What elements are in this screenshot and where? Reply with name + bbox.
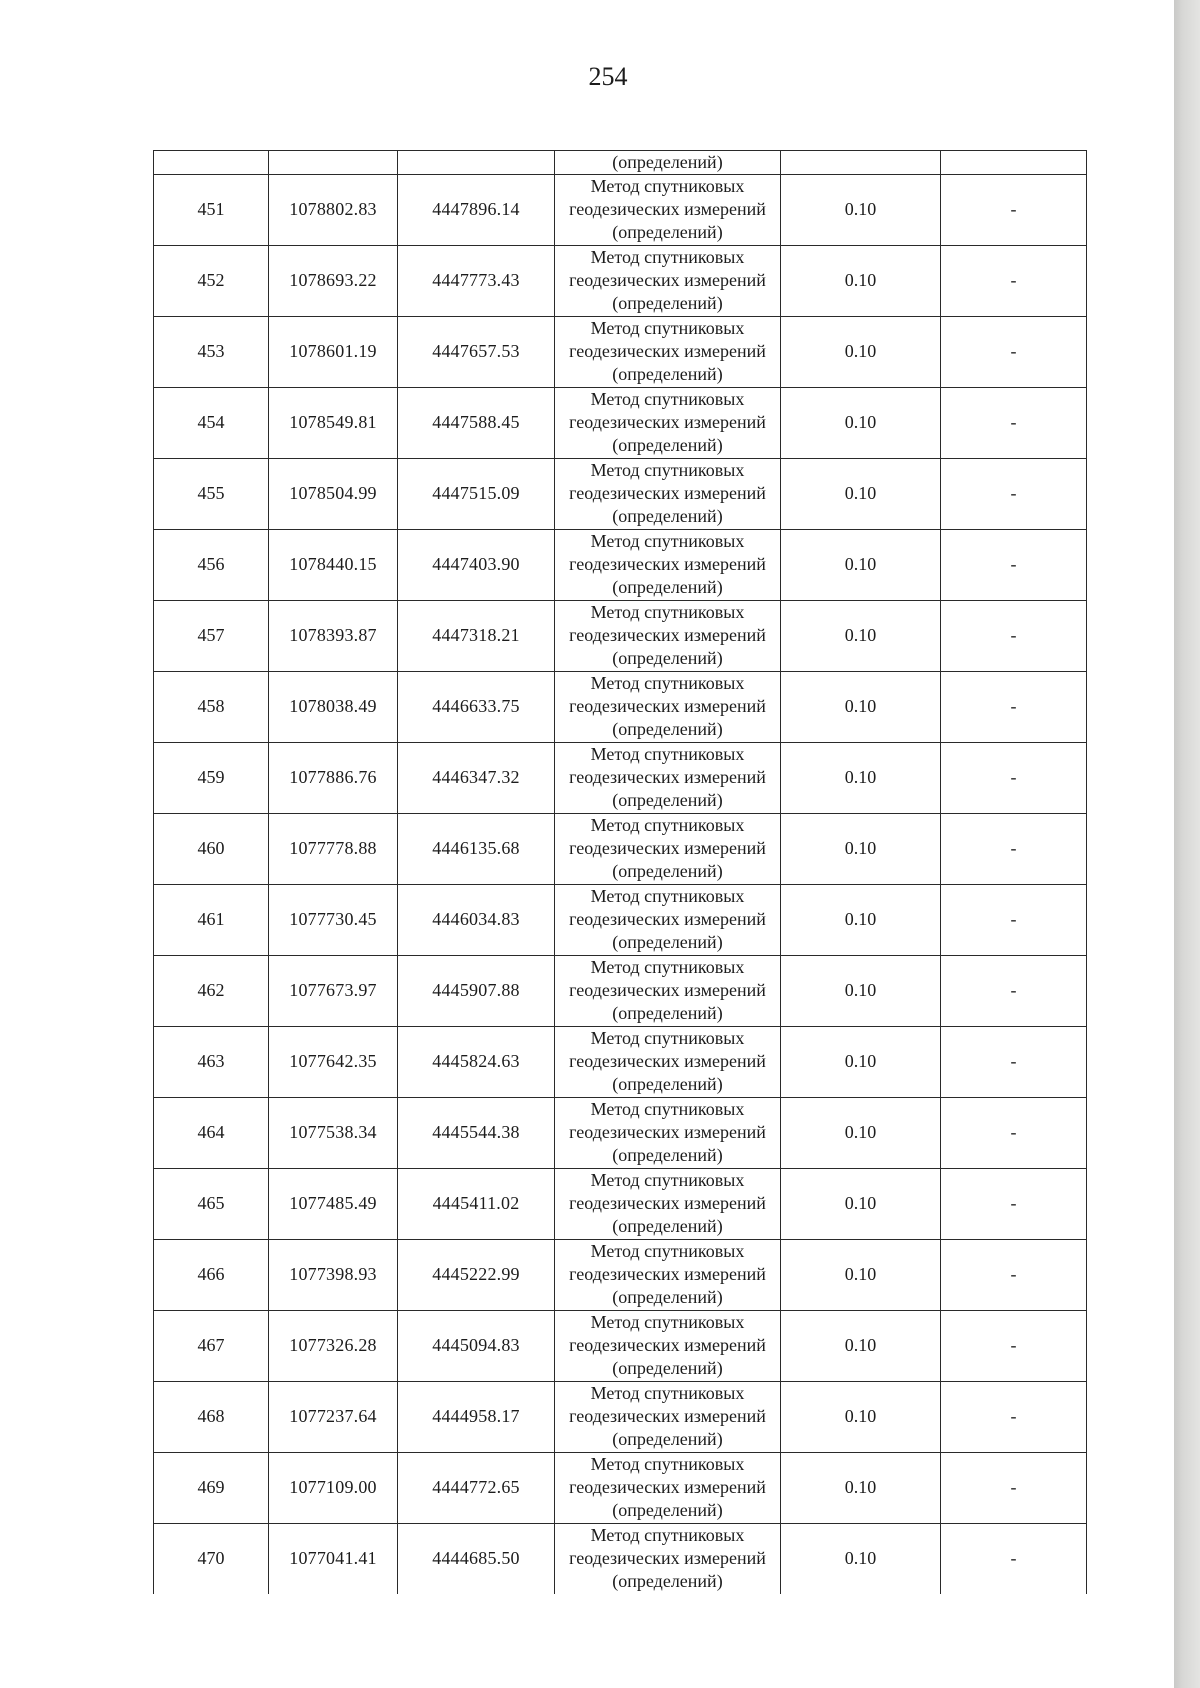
x-coordinate-cell: 1078038.49 — [269, 671, 398, 742]
method-line: геодезических измерений — [569, 767, 766, 787]
point-number-cell: 453 — [154, 316, 269, 387]
method-cell — [555, 245, 781, 316]
accuracy-cell: 0.10 — [781, 1310, 941, 1381]
method-cell — [555, 742, 781, 813]
method-line: (определений) — [612, 293, 723, 313]
method-line: (определений) — [612, 435, 723, 455]
note-cell: - — [941, 1168, 1087, 1239]
accuracy-cell: 0.10 — [781, 1239, 941, 1310]
note-cell: - — [941, 884, 1087, 955]
method-line: Метод спутниковых — [590, 318, 745, 338]
page-number: 254 — [588, 62, 628, 91]
method-line: геодезических измерений — [569, 483, 766, 503]
method-line: геодезических измерений — [569, 1193, 766, 1213]
scan-edge-shadow — [1174, 0, 1200, 1688]
point-number-cell: 457 — [154, 600, 269, 671]
note-cell: - — [941, 529, 1087, 600]
note-cell: - — [941, 813, 1087, 884]
note-cell: - — [941, 955, 1087, 1026]
method-line: Метод спутниковых — [590, 1099, 745, 1119]
method-line: геодезических измерений — [569, 1477, 766, 1497]
y-coordinate-cell: 4447657.53 — [398, 316, 555, 387]
x-coordinate-cell: 1078802.83 — [269, 174, 398, 245]
accuracy-cell: 0.10 — [781, 458, 941, 529]
note-cell: - — [941, 245, 1087, 316]
accuracy-cell: 0.10 — [781, 955, 941, 1026]
point-number-cell: 469 — [154, 1452, 269, 1523]
method-cell — [555, 1239, 781, 1310]
x-coordinate-cell: 1078549.81 — [269, 387, 398, 458]
y-coordinate-cell — [398, 151, 555, 175]
table-row — [154, 813, 1087, 884]
y-coordinate-cell: 4447896.14 — [398, 174, 555, 245]
method-line: геодезических измерений — [569, 1051, 766, 1071]
accuracy-cell: 0.10 — [781, 813, 941, 884]
accuracy-cell: 0.10 — [781, 600, 941, 671]
y-coordinate-cell: 4445411.02 — [398, 1168, 555, 1239]
method-line: Метод спутниковых — [590, 1454, 745, 1474]
x-coordinate-cell: 1078693.22 — [269, 245, 398, 316]
y-coordinate-cell: 4444772.65 — [398, 1452, 555, 1523]
accuracy-cell: 0.10 — [781, 1452, 941, 1523]
accuracy-cell: 0.10 — [781, 529, 941, 600]
y-coordinate-cell: 4447318.21 — [398, 600, 555, 671]
table-row — [154, 174, 1087, 245]
method-line: (определений) — [612, 1429, 723, 1449]
method-line: (определений) — [612, 1145, 723, 1165]
table-row — [154, 1026, 1087, 1097]
note-cell: - — [941, 1452, 1087, 1523]
method-line: (определений) — [612, 648, 723, 668]
method-line: геодезических измерений — [569, 341, 766, 361]
table-row — [154, 1310, 1087, 1381]
method-line: Метод спутниковых — [590, 1028, 745, 1048]
note-cell: - — [941, 1097, 1087, 1168]
method-cell: (определений) — [555, 151, 781, 175]
note-cell: - — [941, 1026, 1087, 1097]
method-cell — [555, 529, 781, 600]
method-line: геодезических измерений — [569, 1264, 766, 1284]
method-line: (определений) — [612, 577, 723, 597]
method-line: геодезических измерений — [569, 696, 766, 716]
method-line: Метод спутниковых — [590, 602, 745, 622]
point-number-cell: 464 — [154, 1097, 269, 1168]
method-line: (определений) — [612, 861, 723, 881]
table-row — [154, 1523, 1087, 1594]
method-cell — [555, 174, 781, 245]
accuracy-cell: 0.10 — [781, 671, 941, 742]
method-line: Метод спутниковых — [590, 1383, 745, 1403]
y-coordinate-cell: 4447403.90 — [398, 529, 555, 600]
table-row — [154, 316, 1087, 387]
y-coordinate-cell: 4446633.75 — [398, 671, 555, 742]
x-coordinate-cell: 1078504.99 — [269, 458, 398, 529]
y-coordinate-cell: 4447773.43 — [398, 245, 555, 316]
point-number-cell: 452 — [154, 245, 269, 316]
method-line: Метод спутниковых — [590, 957, 745, 977]
point-number-cell: 460 — [154, 813, 269, 884]
method-line: геодезических измерений — [569, 1548, 766, 1568]
method-line: геодезических измерений — [569, 1406, 766, 1426]
point-number-cell: 463 — [154, 1026, 269, 1097]
y-coordinate-cell: 4445222.99 — [398, 1239, 555, 1310]
method-line: (определений) — [612, 364, 723, 384]
method-line: Метод спутниковых — [590, 886, 745, 906]
table-row — [154, 1381, 1087, 1452]
x-coordinate-cell: 1077485.49 — [269, 1168, 398, 1239]
note-cell — [941, 151, 1087, 175]
method-line: (определений) — [612, 1571, 723, 1591]
method-line: (определений) — [612, 1074, 723, 1094]
coordinates-table-body — [154, 151, 1087, 1594]
method-line: Метод спутниковых — [590, 744, 745, 764]
point-number-cell: 462 — [154, 955, 269, 1026]
x-coordinate-cell: 1077237.64 — [269, 1381, 398, 1452]
note-cell: - — [941, 174, 1087, 245]
x-coordinate-cell: 1077778.88 — [269, 813, 398, 884]
method-cell — [555, 1310, 781, 1381]
accuracy-cell: 0.10 — [781, 1381, 941, 1452]
accuracy-cell: 0.10 — [781, 1523, 941, 1594]
note-cell: - — [941, 1381, 1087, 1452]
point-number-cell: 467 — [154, 1310, 269, 1381]
point-number-cell: 461 — [154, 884, 269, 955]
method-cell — [555, 1523, 781, 1594]
method-line: (определений) — [612, 790, 723, 810]
method-cell — [555, 955, 781, 1026]
method-line: геодезических измерений — [569, 1335, 766, 1355]
method-cell — [555, 1381, 781, 1452]
method-line: геодезических измерений — [569, 625, 766, 645]
table-row — [154, 245, 1087, 316]
method-line: геодезических измерений — [569, 412, 766, 432]
point-number-cell: 455 — [154, 458, 269, 529]
method-line: Метод спутниковых — [590, 389, 745, 409]
table-row — [154, 955, 1087, 1026]
note-cell: - — [941, 1523, 1087, 1594]
method-line: геодезических измерений — [569, 1122, 766, 1142]
method-cell — [555, 813, 781, 884]
point-number-cell — [154, 151, 269, 175]
x-coordinate-cell: 1077730.45 — [269, 884, 398, 955]
continuation-row — [154, 151, 1087, 175]
method-line: Метод спутниковых — [590, 1170, 745, 1190]
table-row — [154, 1168, 1087, 1239]
table-row — [154, 884, 1087, 955]
note-cell: - — [941, 1239, 1087, 1310]
y-coordinate-cell: 4447515.09 — [398, 458, 555, 529]
method-line: Метод спутниковых — [590, 460, 745, 480]
point-number-cell: 456 — [154, 529, 269, 600]
x-coordinate-cell — [269, 151, 398, 175]
method-cell — [555, 387, 781, 458]
x-coordinate-cell: 1077326.28 — [269, 1310, 398, 1381]
method-cell — [555, 600, 781, 671]
point-number-cell: 451 — [154, 174, 269, 245]
method-cell — [555, 458, 781, 529]
point-number-cell: 465 — [154, 1168, 269, 1239]
method-line: геодезических измерений — [569, 270, 766, 290]
method-line: (определений) — [612, 222, 723, 242]
x-coordinate-cell: 1078601.19 — [269, 316, 398, 387]
method-line: (определений) — [612, 1287, 723, 1307]
method-cell — [555, 671, 781, 742]
method-line: геодезических измерений — [569, 554, 766, 574]
x-coordinate-cell: 1077673.97 — [269, 955, 398, 1026]
method-line: геодезических измерений — [569, 838, 766, 858]
method-line: (определений) — [612, 932, 723, 952]
method-line: (определений) — [612, 1216, 723, 1236]
x-coordinate-cell: 1078440.15 — [269, 529, 398, 600]
method-cell — [555, 884, 781, 955]
accuracy-cell — [781, 151, 941, 175]
method-line: Метод спутниковых — [590, 176, 745, 196]
point-number-cell: 468 — [154, 1381, 269, 1452]
accuracy-cell: 0.10 — [781, 387, 941, 458]
y-coordinate-cell: 4445094.83 — [398, 1310, 555, 1381]
method-line: (определений) — [612, 1358, 723, 1378]
point-number-cell: 458 — [154, 671, 269, 742]
note-cell: - — [941, 600, 1087, 671]
method-line: (определений) — [612, 506, 723, 526]
method-line: геодезических измерений — [569, 199, 766, 219]
point-number-cell: 459 — [154, 742, 269, 813]
note-cell: - — [941, 1310, 1087, 1381]
method-line: (определений) — [612, 1500, 723, 1520]
table-row — [154, 742, 1087, 813]
x-coordinate-cell: 1077642.35 — [269, 1026, 398, 1097]
accuracy-cell: 0.10 — [781, 174, 941, 245]
method-line: Метод спутниковых — [590, 247, 745, 267]
note-cell: - — [941, 387, 1087, 458]
accuracy-cell: 0.10 — [781, 884, 941, 955]
method-line: Метод спутниковых — [590, 673, 745, 693]
y-coordinate-cell: 4444685.50 — [398, 1523, 555, 1594]
method-cell — [555, 1452, 781, 1523]
table-row — [154, 600, 1087, 671]
accuracy-cell: 0.10 — [781, 1168, 941, 1239]
table-row — [154, 671, 1087, 742]
y-coordinate-cell: 4444958.17 — [398, 1381, 555, 1452]
x-coordinate-cell: 1078393.87 — [269, 600, 398, 671]
accuracy-cell: 0.10 — [781, 316, 941, 387]
method-line: Метод спутниковых — [590, 1312, 745, 1332]
point-number-cell: 454 — [154, 387, 269, 458]
x-coordinate-cell: 1077041.41 — [269, 1523, 398, 1594]
y-coordinate-cell: 4445544.38 — [398, 1097, 555, 1168]
x-coordinate-cell: 1077538.34 — [269, 1097, 398, 1168]
note-cell: - — [941, 316, 1087, 387]
y-coordinate-cell: 4446135.68 — [398, 813, 555, 884]
table-row — [154, 1239, 1087, 1310]
table-row — [154, 1097, 1087, 1168]
table-row — [154, 387, 1087, 458]
point-number-cell: 466 — [154, 1239, 269, 1310]
y-coordinate-cell: 4446347.32 — [398, 742, 555, 813]
y-coordinate-cell: 4446034.83 — [398, 884, 555, 955]
coordinates-table — [153, 150, 1087, 1594]
method-cell — [555, 1097, 781, 1168]
accuracy-cell: 0.10 — [781, 1026, 941, 1097]
accuracy-cell: 0.10 — [781, 1097, 941, 1168]
accuracy-cell: 0.10 — [781, 742, 941, 813]
note-cell: - — [941, 458, 1087, 529]
table-row — [154, 529, 1087, 600]
method-line: Метод спутниковых — [590, 1241, 745, 1261]
method-line: геодезических измерений — [569, 980, 766, 1000]
y-coordinate-cell: 4445824.63 — [398, 1026, 555, 1097]
method-cell — [555, 1026, 781, 1097]
method-line: (определений) — [612, 1003, 723, 1023]
method-line: Метод спутниковых — [590, 815, 745, 835]
note-cell: - — [941, 671, 1087, 742]
point-number-cell: 470 — [154, 1523, 269, 1594]
method-cell — [555, 1168, 781, 1239]
method-cell — [555, 316, 781, 387]
x-coordinate-cell: 1077109.00 — [269, 1452, 398, 1523]
method-line: Метод спутниковых — [590, 531, 745, 551]
accuracy-cell: 0.10 — [781, 245, 941, 316]
table-row — [154, 458, 1087, 529]
method-line: Метод спутниковых — [590, 1525, 745, 1545]
x-coordinate-cell: 1077886.76 — [269, 742, 398, 813]
x-coordinate-cell: 1077398.93 — [269, 1239, 398, 1310]
table-row — [154, 1452, 1087, 1523]
method-line: (определений) — [612, 719, 723, 739]
method-line: геодезических измерений — [569, 909, 766, 929]
y-coordinate-cell: 4447588.45 — [398, 387, 555, 458]
note-cell: - — [941, 742, 1087, 813]
y-coordinate-cell: 4445907.88 — [398, 955, 555, 1026]
